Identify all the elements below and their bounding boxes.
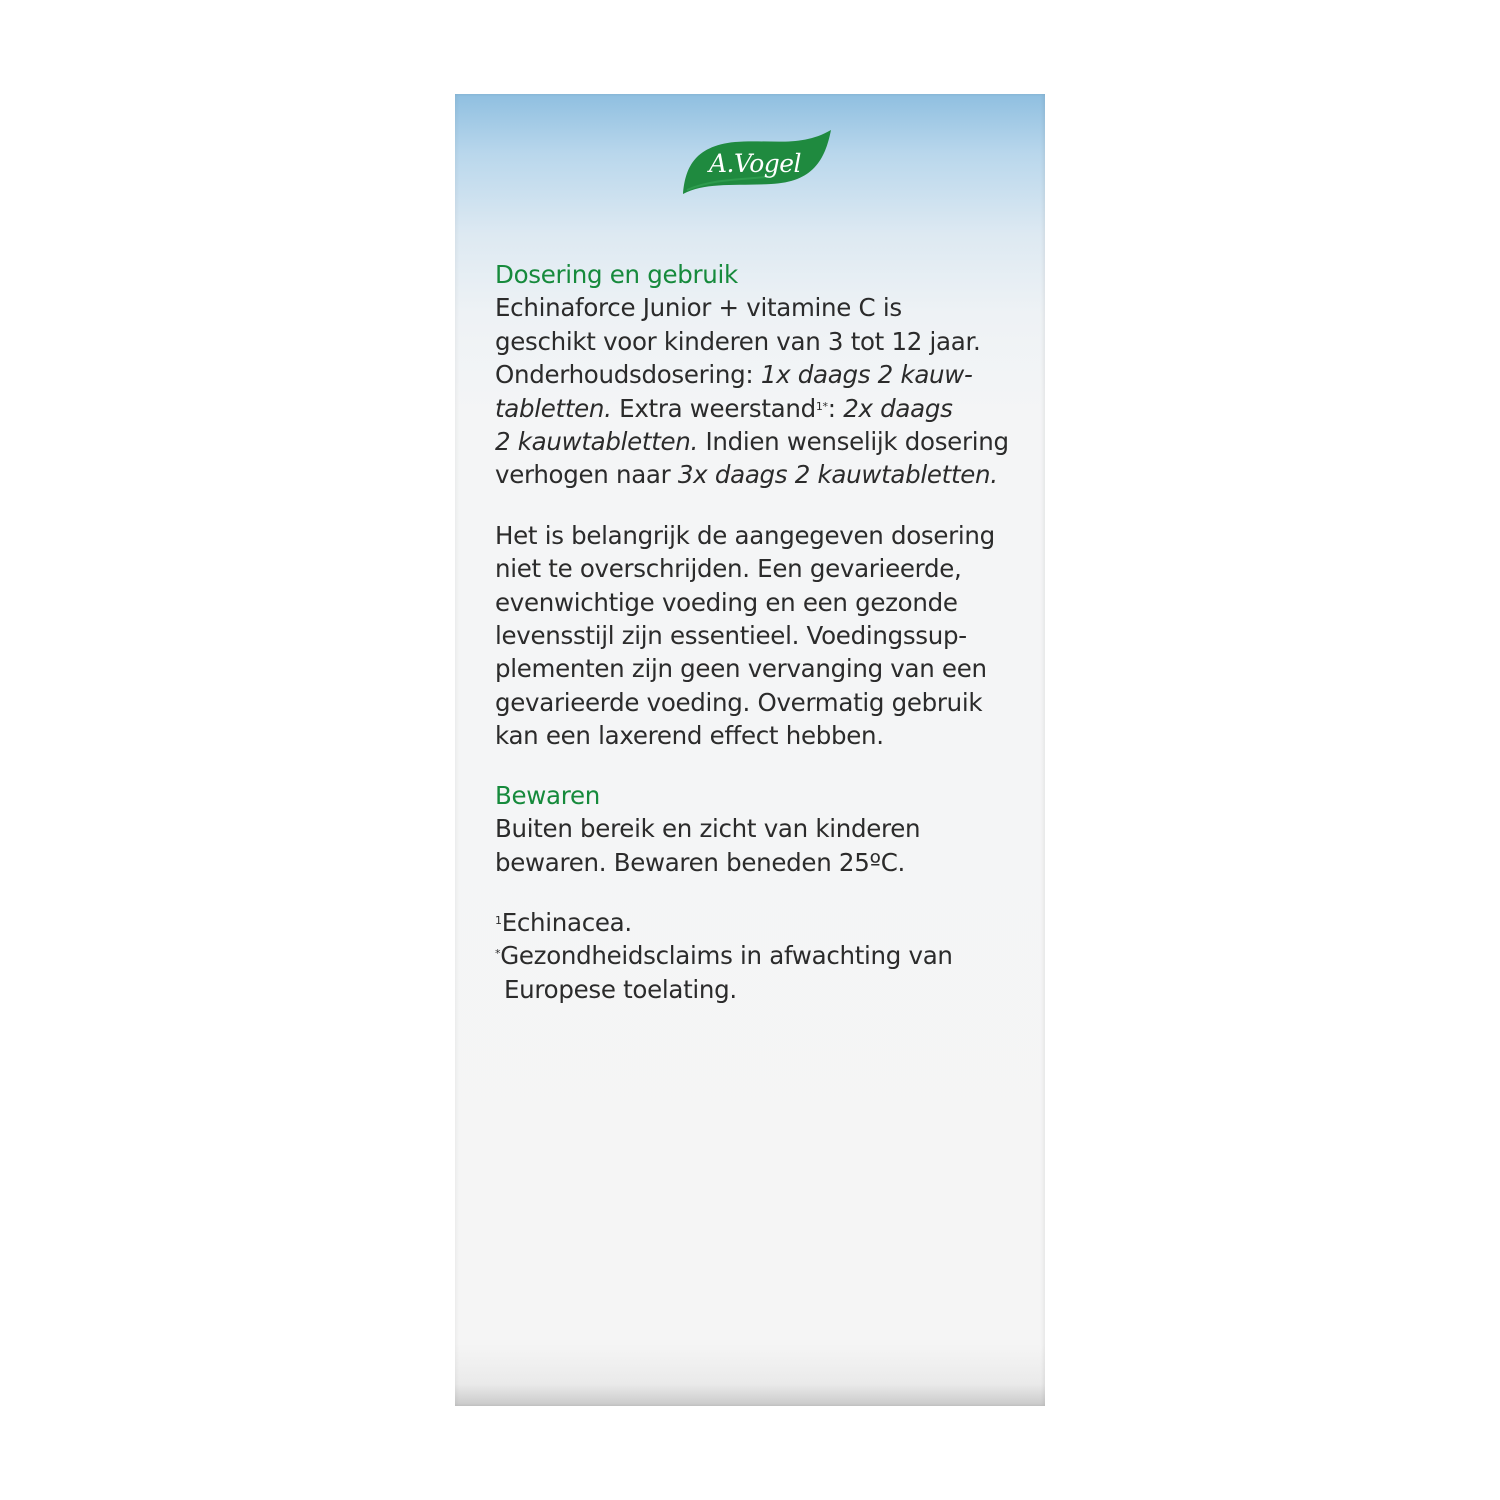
label-text-content (495, 258, 1025, 1006)
warning-line: niet te overschrijden. Een gevarieerde, (495, 554, 962, 584)
warning-line: levensstijl zijn essentieel. Voedingssup- (495, 621, 967, 651)
package-side-panel (455, 94, 1045, 1406)
footnote-2-cont: Europese toelating. (504, 974, 737, 1004)
footnote-1: $^1$Echinacea. (495, 907, 632, 937)
dosering-line: tabletten. Extra weerstand$^{1*}$: 2x daags (495, 393, 953, 423)
footnote-2: *Gezondheidsclaims in afwachting van (495, 941, 953, 971)
spacer (495, 492, 1025, 519)
warning-line: plementen zijn geen vervanging van een (495, 654, 987, 684)
footnote-ref: 1* (815, 399, 828, 413)
logo-text: A.Vogel (708, 149, 802, 178)
leaf-logo-icon (675, 130, 833, 196)
spacer (495, 753, 1025, 779)
dosering-line: Echinaforce Junior + vitamine C is (495, 293, 902, 323)
bewaren-line: bewaren. Bewaren beneden 25ºC. (495, 847, 906, 877)
warning-line: kan een laxerend effect hebben. (495, 721, 884, 751)
dosering-line: verhogen naar 3x daags 2 kauwtabletten. (495, 460, 998, 490)
warning-line: evenwichtige voeding en een gezonde (495, 587, 958, 617)
bewaren-heading: Bewaren (495, 780, 600, 810)
a-vogel-logo (675, 130, 833, 196)
dosering-line: geschikt voor kinderen van 3 tot 12 jaar. (495, 326, 981, 356)
warning-line: Het is belangrijk de aangegeven dosering (495, 520, 995, 550)
dosering-line: 2 kauwtabletten. Indien wenselijk dosering (495, 427, 1009, 457)
bewaren-line: Buiten bereik en zicht van kinderen (495, 814, 921, 844)
spacer (495, 879, 1025, 906)
dosering-heading: Dosering en gebruik (495, 260, 738, 289)
dosering-line: Onderhoudsdosering: 1x daags 2 kauw- (495, 360, 973, 390)
warning-line: gevarieerde voeding. Overmatig gebruik (495, 687, 983, 717)
